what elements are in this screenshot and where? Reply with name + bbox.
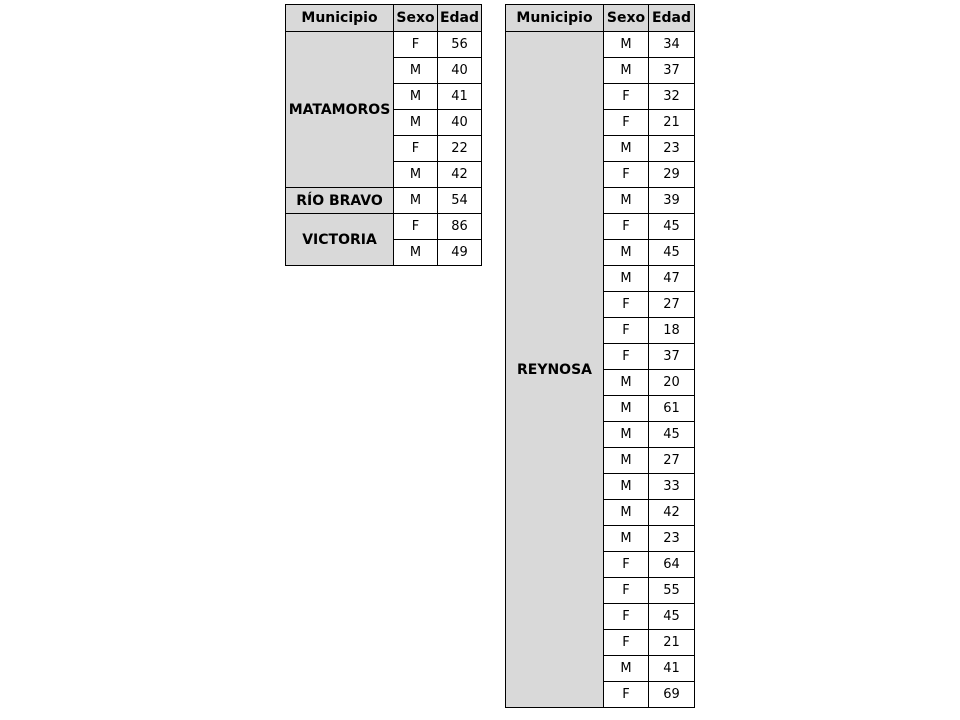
edad-cell: 55 bbox=[649, 578, 695, 604]
table-left bbox=[285, 4, 482, 266]
header-edad: Edad bbox=[438, 5, 482, 32]
sexo-cell: M bbox=[394, 188, 438, 214]
edad-cell: 39 bbox=[649, 188, 695, 214]
edad-cell: 61 bbox=[649, 396, 695, 422]
edad-cell: 33 bbox=[649, 474, 695, 500]
header-municipio: Municipio bbox=[286, 5, 394, 32]
municipio-cell: VICTORIA bbox=[286, 214, 394, 266]
edad-cell: 40 bbox=[438, 58, 482, 84]
sexo-cell: M bbox=[604, 474, 649, 500]
table-row bbox=[286, 188, 482, 214]
sexo-cell: M bbox=[604, 526, 649, 552]
sexo-cell: M bbox=[604, 32, 649, 58]
edad-cell: 34 bbox=[649, 32, 695, 58]
edad-cell: 69 bbox=[649, 682, 695, 708]
edad-cell: 45 bbox=[649, 240, 695, 266]
table-right-body bbox=[506, 32, 695, 708]
edad-cell: 64 bbox=[649, 552, 695, 578]
sexo-cell: M bbox=[604, 396, 649, 422]
header-sexo: Sexo bbox=[394, 5, 438, 32]
sexo-cell: M bbox=[604, 422, 649, 448]
edad-cell: 22 bbox=[438, 136, 482, 162]
edad-cell: 45 bbox=[649, 422, 695, 448]
sexo-cell: M bbox=[604, 58, 649, 84]
edad-cell: 45 bbox=[649, 214, 695, 240]
sexo-cell: F bbox=[604, 630, 649, 656]
sexo-cell: F bbox=[394, 32, 438, 58]
edad-cell: 40 bbox=[438, 110, 482, 136]
edad-cell: 18 bbox=[649, 318, 695, 344]
edad-cell: 45 bbox=[649, 604, 695, 630]
sexo-cell: M bbox=[394, 162, 438, 188]
sexo-cell: M bbox=[394, 240, 438, 266]
sexo-cell: M bbox=[604, 656, 649, 682]
edad-cell: 41 bbox=[438, 84, 482, 110]
table-row bbox=[506, 32, 695, 58]
table-left-body bbox=[286, 32, 482, 266]
sexo-cell: M bbox=[604, 240, 649, 266]
header-edad: Edad bbox=[649, 5, 695, 32]
sexo-cell: F bbox=[604, 552, 649, 578]
edad-cell: 42 bbox=[438, 162, 482, 188]
table-row bbox=[286, 32, 482, 58]
edad-cell: 86 bbox=[438, 214, 482, 240]
edad-cell: 23 bbox=[649, 136, 695, 162]
table-right-header bbox=[506, 5, 695, 32]
sexo-cell: M bbox=[604, 266, 649, 292]
sexo-cell: F bbox=[604, 682, 649, 708]
municipio-cell: MATAMOROS bbox=[286, 32, 394, 188]
edad-cell: 20 bbox=[649, 370, 695, 396]
sexo-cell: F bbox=[394, 136, 438, 162]
header-municipio: Municipio bbox=[506, 5, 604, 32]
sexo-cell: F bbox=[604, 214, 649, 240]
edad-cell: 27 bbox=[649, 292, 695, 318]
edad-cell: 56 bbox=[438, 32, 482, 58]
municipio-cell: REYNOSA bbox=[506, 32, 604, 708]
sexo-cell: M bbox=[394, 58, 438, 84]
edad-cell: 29 bbox=[649, 162, 695, 188]
table-right bbox=[505, 4, 695, 708]
sexo-cell: M bbox=[604, 188, 649, 214]
sexo-cell: F bbox=[604, 604, 649, 630]
edad-cell: 21 bbox=[649, 110, 695, 136]
edad-cell: 27 bbox=[649, 448, 695, 474]
sexo-cell: F bbox=[604, 578, 649, 604]
header-sexo: Sexo bbox=[604, 5, 649, 32]
sexo-cell: F bbox=[604, 344, 649, 370]
edad-cell: 47 bbox=[649, 266, 695, 292]
table-left-header bbox=[286, 5, 482, 32]
sexo-cell: M bbox=[394, 84, 438, 110]
edad-cell: 54 bbox=[438, 188, 482, 214]
edad-cell: 41 bbox=[649, 656, 695, 682]
sexo-cell: F bbox=[604, 318, 649, 344]
sexo-cell: F bbox=[604, 110, 649, 136]
edad-cell: 49 bbox=[438, 240, 482, 266]
sexo-cell: M bbox=[604, 370, 649, 396]
edad-cell: 32 bbox=[649, 84, 695, 110]
sexo-cell: F bbox=[604, 84, 649, 110]
table-row bbox=[286, 214, 482, 240]
edad-cell: 37 bbox=[649, 344, 695, 370]
edad-cell: 21 bbox=[649, 630, 695, 656]
edad-cell: 37 bbox=[649, 58, 695, 84]
edad-cell: 42 bbox=[649, 500, 695, 526]
sexo-cell: M bbox=[604, 500, 649, 526]
sexo-cell: M bbox=[604, 136, 649, 162]
municipio-cell: RÍO BRAVO bbox=[286, 188, 394, 214]
sexo-cell: F bbox=[394, 214, 438, 240]
sexo-cell: F bbox=[604, 292, 649, 318]
sexo-cell: M bbox=[604, 448, 649, 474]
sexo-cell: F bbox=[604, 162, 649, 188]
edad-cell: 23 bbox=[649, 526, 695, 552]
sexo-cell: M bbox=[394, 110, 438, 136]
